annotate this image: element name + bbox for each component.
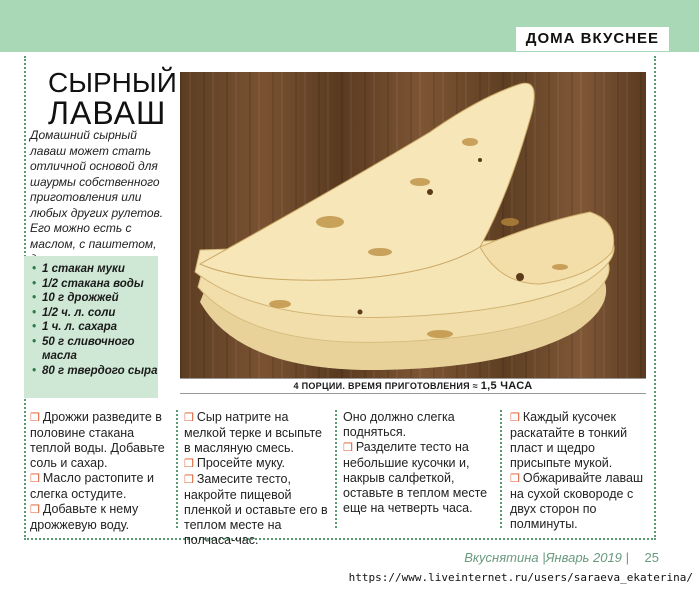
caption-time: 1,5 ЧАСА	[480, 380, 533, 392]
step-item: ❒ Замесите тесто, накройте пищевой пленкой и оставьте его в теплом месте на полчаса-час.	[184, 472, 328, 547]
step-item: ❒ Дрожжи разведите в половине стакана теплой воды. Добавьте соль и сахар.	[30, 410, 165, 470]
column-divider	[500, 410, 502, 528]
magazine-name: Вкуснятина |Январь 2019 |	[464, 550, 629, 565]
checkbox-icon: ❒	[30, 504, 40, 516]
step-continuation: Оно должно слегка подняться.	[343, 410, 455, 439]
recipe-caption	[180, 378, 646, 394]
step-item: ❒ Каждый кусочек раскатайте в тонкий пласт и щедро присыпьте мукой.	[510, 410, 628, 470]
ingredient-item: • 10 г дрожжей	[32, 291, 158, 306]
steps-column-4	[510, 410, 650, 532]
step-item: ❒ Сыр натрите на мелкой терке и всыпьте в масляную смесь.	[184, 410, 322, 455]
steps-column-2	[184, 410, 328, 548]
page-footer	[464, 550, 659, 565]
ingredients-box	[24, 256, 158, 398]
page-title	[48, 67, 177, 131]
column-divider	[335, 410, 337, 528]
step-item: ❒ Масло растопите и слегка остудите.	[30, 471, 154, 501]
caption-portions: 4 ПОРЦИИ. ВРЕМЯ ПРИГОТОВЛЕНИЯ ≈	[293, 381, 481, 391]
step-item: ❒ Просейте муку.	[184, 456, 286, 470]
step-item: ❒ Добавьте к нему дрожжевую воду.	[30, 502, 139, 532]
watermark-url: https://www.liveinternet.ru/users/saraeva_ekaterina/	[348, 571, 693, 584]
steps-column-1	[30, 410, 170, 533]
ingredient-item: • 1 стакан муки	[32, 262, 158, 277]
ingredient-item: • 80 г твердого сыра	[32, 364, 158, 379]
title-line-1: СЫРНЫЙ	[48, 67, 177, 98]
checkbox-icon: ❒	[30, 412, 40, 424]
steps-column-3	[343, 410, 493, 516]
checkbox-icon: ❒	[510, 412, 520, 424]
title-line-2: ЛАВАШ	[48, 95, 167, 131]
checkbox-icon: ❒	[510, 473, 520, 485]
step-item: ❒ Разделите тесто на небольшие кусочки и, накрыв салфеткой, оставьте в теплом месте еще на четверть часа.	[343, 440, 488, 515]
page-number: 25	[644, 550, 659, 565]
section-label: ДОМА ВКУСНЕЕ	[516, 27, 669, 51]
ingredient-item: • 1/2 ч. л. соли	[32, 306, 158, 321]
ingredient-item: • 50 г сливочного масла	[32, 335, 158, 364]
flatbread-illustration	[180, 72, 646, 378]
intro-text: Домашний сырный лаваш может стать отличной основой для шаурмы собственного приготовления или любых других рулетов. Его можно есть с маслом, с паштетом,	[30, 128, 164, 251]
ingredient-item: • 1/2 стакана воды	[32, 277, 158, 292]
checkbox-icon: ❒	[184, 458, 194, 470]
checkbox-icon: ❒	[184, 474, 194, 486]
lavash-photo	[180, 72, 646, 378]
checkbox-icon: ❒	[343, 442, 353, 454]
ingredients-list	[32, 262, 158, 378]
column-divider	[176, 410, 178, 528]
step-item: ❒ Обжаривайте лаваш на сухой сковороде с двух сторон по полминуты.	[510, 471, 644, 531]
ingredient-item: • 1 ч. л. сахара	[32, 320, 158, 335]
checkbox-icon: ❒	[184, 412, 194, 424]
checkbox-icon: ❒	[30, 473, 40, 485]
